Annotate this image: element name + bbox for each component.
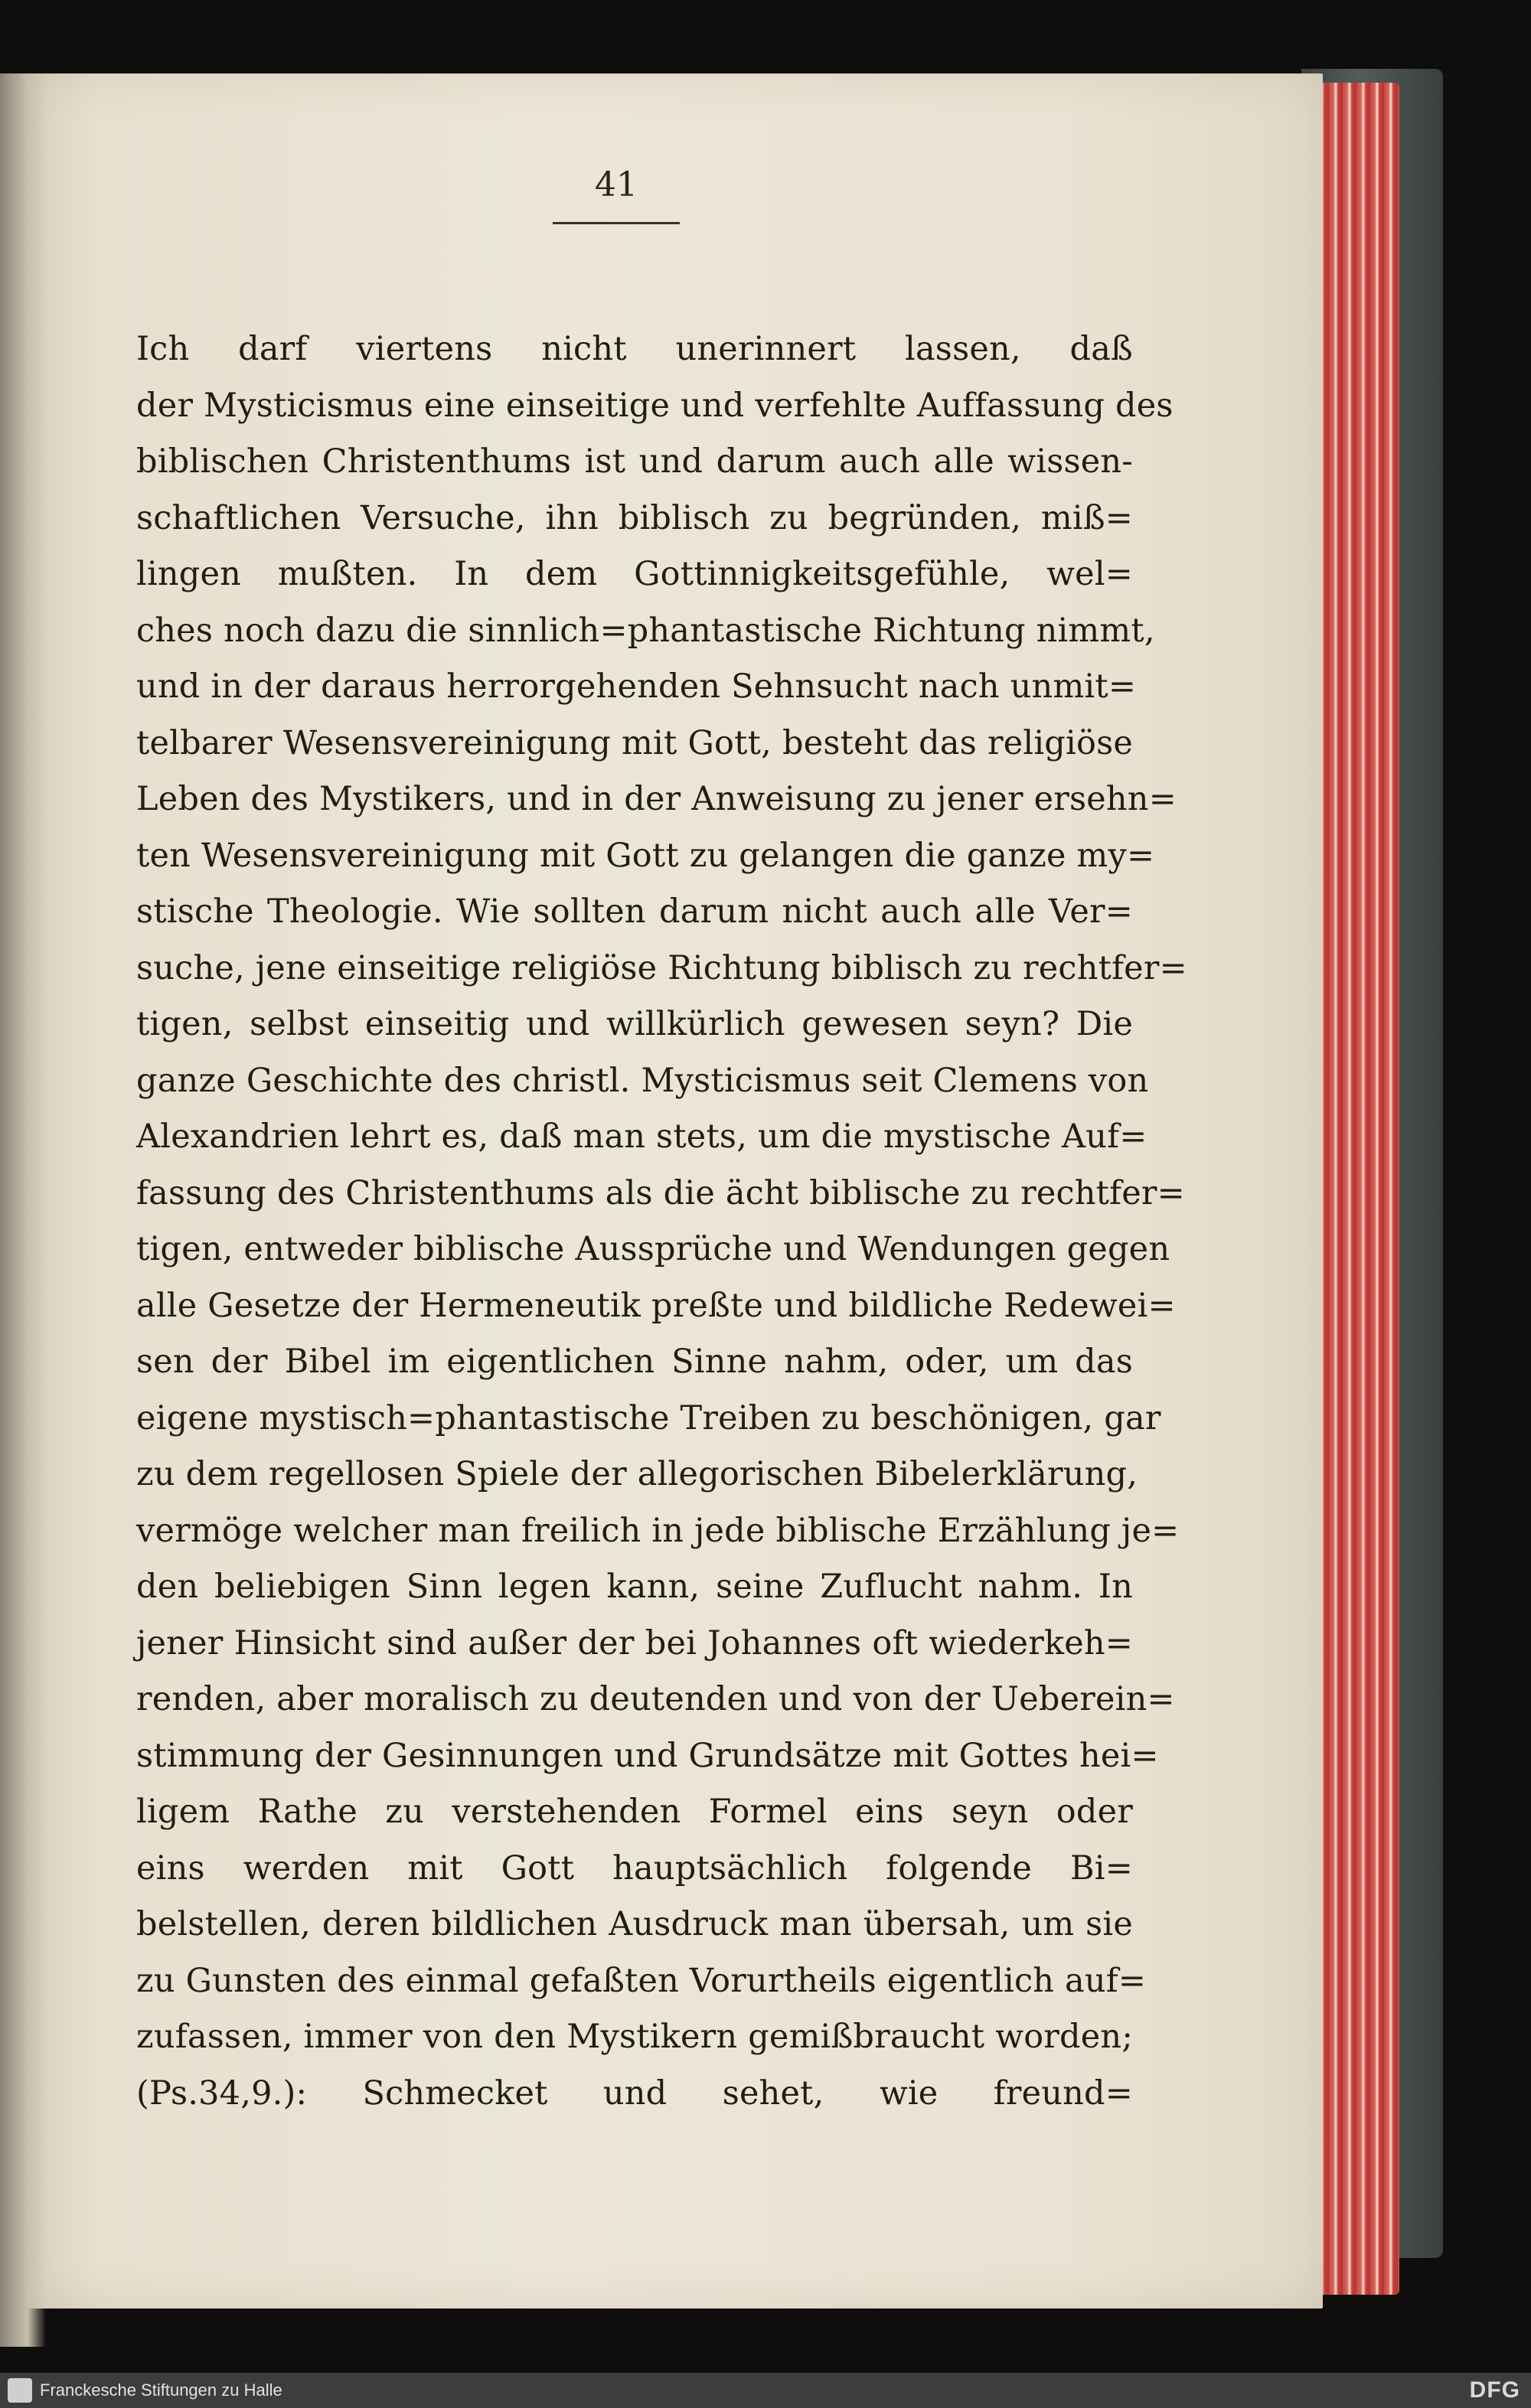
text-line: biblischen Christenthums ist und darum auch alle wissen- — [136, 442, 1133, 481]
dfg-logo: DFG — [1469, 2377, 1520, 2403]
text-line: schaftlichen Versuche, ihn biblisch zu begründen, miß= — [136, 498, 1133, 537]
text-line: ches noch dazu die sinnlich=phantastische Richtung nimmt, — [136, 611, 1155, 650]
text-line: renden, aber moralisch zu deutenden und von der Ueberein= — [136, 1680, 1175, 1718]
text-line: zu dem regellosen Spiele der allegorischen Bibelerklärung, — [136, 1455, 1138, 1493]
text-line: eigene mystisch=phantastische Treiben zu beschönigen, gar — [136, 1398, 1161, 1437]
page-number-rule — [553, 222, 680, 224]
text-line: Ich darf viertens nicht unerinnert lassen, daß — [136, 330, 1133, 368]
text-line: ligem Rathe zu verstehenden Formel eins seyn oder — [136, 1793, 1133, 1831]
text-line: tigen, entweder biblische Aussprüche und Wendungen gegen — [136, 1230, 1170, 1268]
text-line: und in der daraus herrorgehenden Sehnsucht nach unmit= — [136, 667, 1137, 706]
text-line: jener Hinsicht sind außer der bei Johannes oft wiederkeh= — [136, 1623, 1133, 1662]
text-line: ganze Geschichte des christl. Mysticismus seit Clemens von — [136, 1061, 1149, 1100]
text-line: den beliebigen Sinn legen kann, seine Zuflucht nahm. In — [136, 1568, 1133, 1606]
text-line: vermöge welcher man freilich in jede biblische Erzählung je= — [136, 1511, 1180, 1550]
spine-shadow — [0, 73, 46, 2347]
text-line: tigen, selbst einseitig und willkürlich gewesen seyn? Die — [136, 1005, 1133, 1043]
text-line: lingen mußten. In dem Gottinnigkeitsgefühle, wel= — [136, 555, 1133, 593]
foundation-logo-icon — [8, 2378, 32, 2403]
text-line: belstellen, deren bildlichen Ausdruck man übersah, um sie — [136, 1905, 1133, 1943]
text-line: alle Gesetze der Hermeneutik preßte und bildliche Redewei= — [136, 1286, 1176, 1325]
text-line: stische Theologie. Wie sollten darum nicht auch alle Ver= — [136, 892, 1133, 931]
text-line: suche, jene einseitige religiöse Richtung biblisch zu rechtfer= — [136, 948, 1187, 987]
institution-label: Franckesche Stiftungen zu Halle — [40, 2380, 282, 2400]
text-line: der Mysticismus eine einseitige und verfehlte Auffassung des — [136, 386, 1174, 425]
text-line: telbarer Wesensvereinigung mit Gott, besteht das religiöse — [136, 723, 1133, 762]
text-line: eins werden mit Gott hauptsächlich folgende Bi= — [136, 1848, 1133, 1888]
text-line: Leben des Mystikers, und in der Anweisung zu jener ersehn= — [136, 780, 1177, 818]
text-line: Alexandrien lehrt es, daß man stets, um die mystische Auf= — [136, 1118, 1147, 1156]
text-line: fassung des Christenthums als die ächt biblische zu rechtfer= — [136, 1173, 1185, 1212]
text-line: (Ps.34,9.): Schmecket und sehet, wie freund= — [136, 2074, 1133, 2113]
red-page-edges — [1315, 83, 1399, 2295]
body-text — [136, 321, 1187, 2122]
text-line: ten Wesensvereinigung mit Gott zu gelangen die ganze my= — [136, 836, 1155, 875]
text-line: zu Gunsten des einmal gefaßten Vorurtheils eigentlich auf= — [136, 1961, 1147, 2000]
page-number: 41 — [595, 165, 638, 204]
text-line: zufassen, immer von den Mystikern gemißbraucht worden; — [136, 2018, 1133, 2056]
text-line: sen der Bibel im eigentlichen Sinne nahm, oder, um das — [136, 1343, 1133, 1381]
text-line: stimmung der Gesinnungen und Grundsätze mit Gottes hei= — [136, 1736, 1159, 1775]
